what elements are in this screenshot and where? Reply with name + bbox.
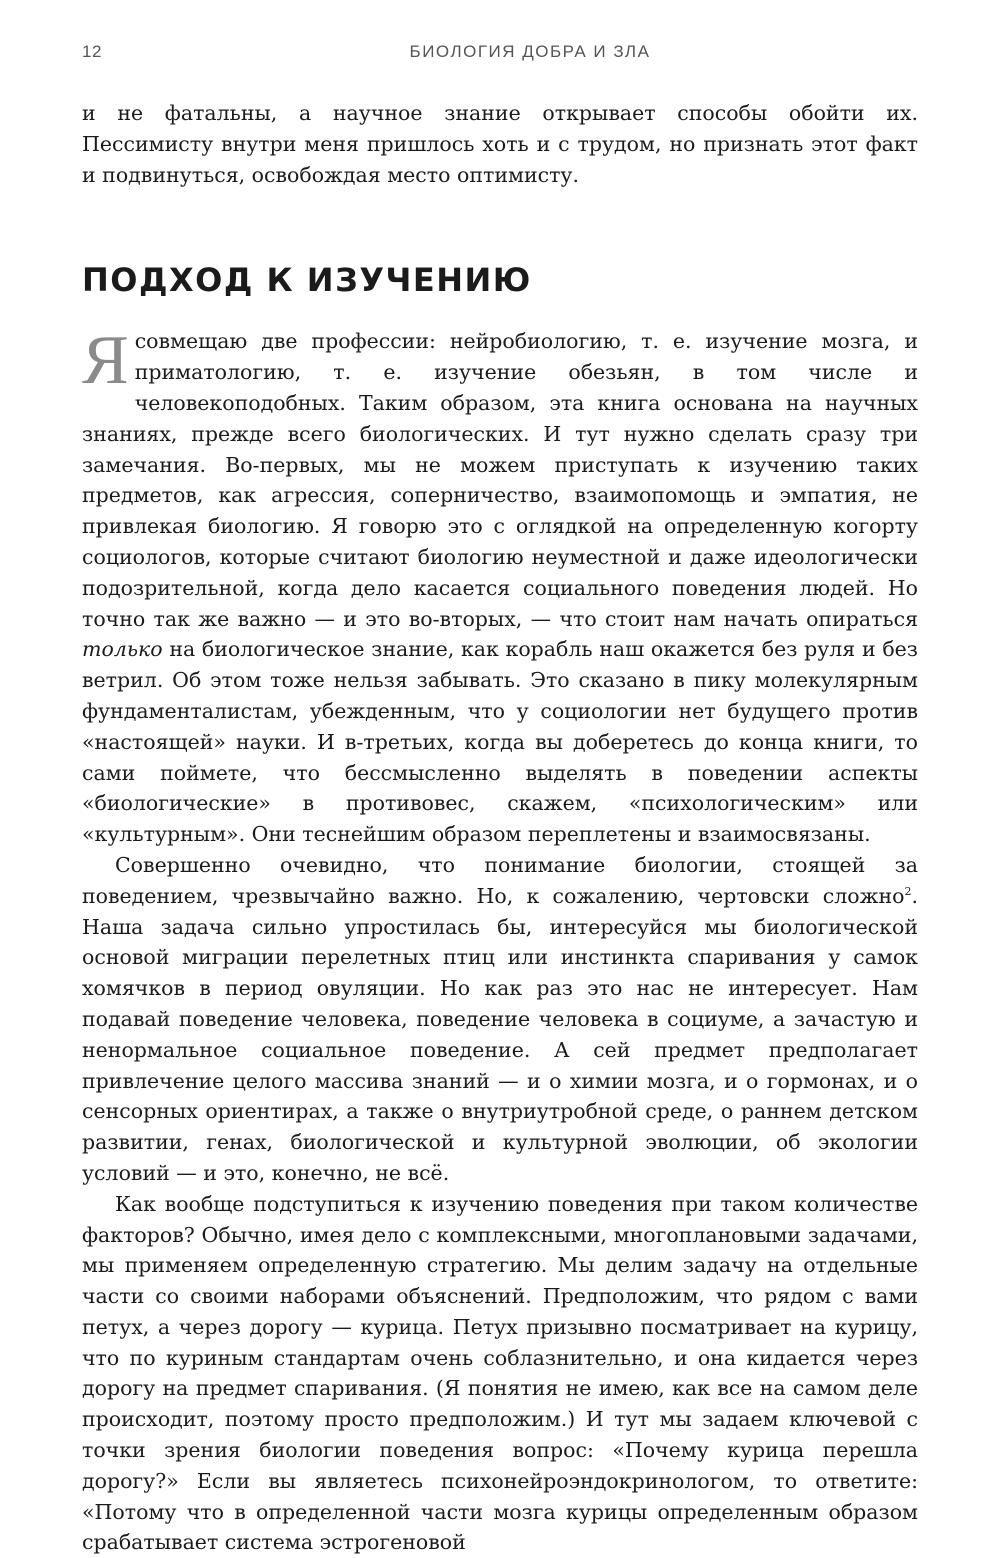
paragraph-1-emphasis: только xyxy=(82,637,163,662)
paragraph-1-text-end: на биологическое знание, как корабль наш окажется без руля и без ветрил. Об этом тоже нельзя забывать. Это сказано в пику молекулярным фундаменталистам, убежденным, что у социологии нет будущего против «настоящей» науки. И в-третьих, когда вы доберетесь до конца книги, то сами поймете, что бессмысленно выделять в поведении аспекты «биологические» в противовес, скажем, «психологическим» или «культурным». Они теснейшим образом переплетены и взаимосвязаны. xyxy=(82,637,918,847)
book-title: БИОЛОГИЯ ДОБРА И ЗЛА xyxy=(409,42,651,61)
drop-cap: Я xyxy=(82,322,129,400)
paragraph-2 xyxy=(82,850,918,1189)
paragraph-1 xyxy=(82,322,918,850)
page-number: 12 xyxy=(82,42,102,61)
continuation-paragraph: и не фатальны, а научное знание открывает способы обойти их. Пессимисту внутри меня пришлось хоть и с трудом, но признать этот факт и подвинуться, освобождая место оптимисту. xyxy=(82,101,918,187)
running-header xyxy=(82,42,918,72)
footnote-marker[interactable]: 2 xyxy=(904,884,912,898)
paragraph-2-text-start: Совершенно очевидно, что понимание биологии, стоящей за поведением, чрезвычайно важно. Но, к сожалению, чертовски сложно xyxy=(82,852,918,908)
paragraph-1-text-start: совмещаю две профессии: нейробиологию, т. е. изучение мозга, и приматологию, т. е. изучение обезьян, в том числе и человекоподобных. Таким образом, эта книга основана на научных знаниях, прежде всего биологических. И тут нужно сделать сразу три замечания. Во-первых, мы не можем приступать к изучению таких предметов, как агрессия, соперничество, взаимопомощь и эмпатия, не привлекая биологию. Я говорю это с оглядкой на определенную когорту социологов, которые считают биологию неуместной и даже идеологически подозрительной, когда дело касается социального поведения людей. Но точно так же важно — и это во-вторых, — что стоит нам начать опираться xyxy=(82,329,918,631)
paragraph-3: Как вообще подступиться к изучению поведения при таком количестве факторов? Обычно, имея дело с комплексными, многоплановыми задачами, мы применяем определенную стратегию. Мы делим задачу на отдельные части со своими наборами объяснений. Предположим, что рядом с вами петух, а через дорогу — курица. Петух призывно посматривает на курицу, что по куриным стандартам очень соблазнительно, и она кидается через дорогу на предмет спаривания. (Я понятия не имею, как все на самом деле происходит, поэтому просто предположим.) И тут мы задаем ключевой с точки зрения биологии поведения вопрос: «Почему курица перешла дорогу?» Если вы являетесь психонейроэндокринологом, то ответите: «Потому что в определенной части мозга курицы определенным образом срабатывает система эстрогеновой xyxy=(82,1191,918,1555)
paragraph-2-text-end: . Наша задача сильно упростилась бы, интересуйся мы биологической основой миграции перелетных птиц или инстинкта спаривания у самок хомячков в период овуляции. Но как раз это нас не интересует. Нам подавай поведение человека, поведение человека в социуме, а зачастую и ненормальное социальное поведение. А сей предмет предполагает привлечение целого массива знаний — и о химии мозга, и о гормонах, и о сенсорных ориентирах, а также о внутриутробной среде, о раннем детском развитии, генах, биологической и культурной эволюции, об экологии условий — и это, конечно, не всё. xyxy=(82,883,918,1185)
page-body xyxy=(82,98,918,1558)
section-heading: ПОДХОД К ИЗУЧЕНИЮ xyxy=(82,261,532,300)
